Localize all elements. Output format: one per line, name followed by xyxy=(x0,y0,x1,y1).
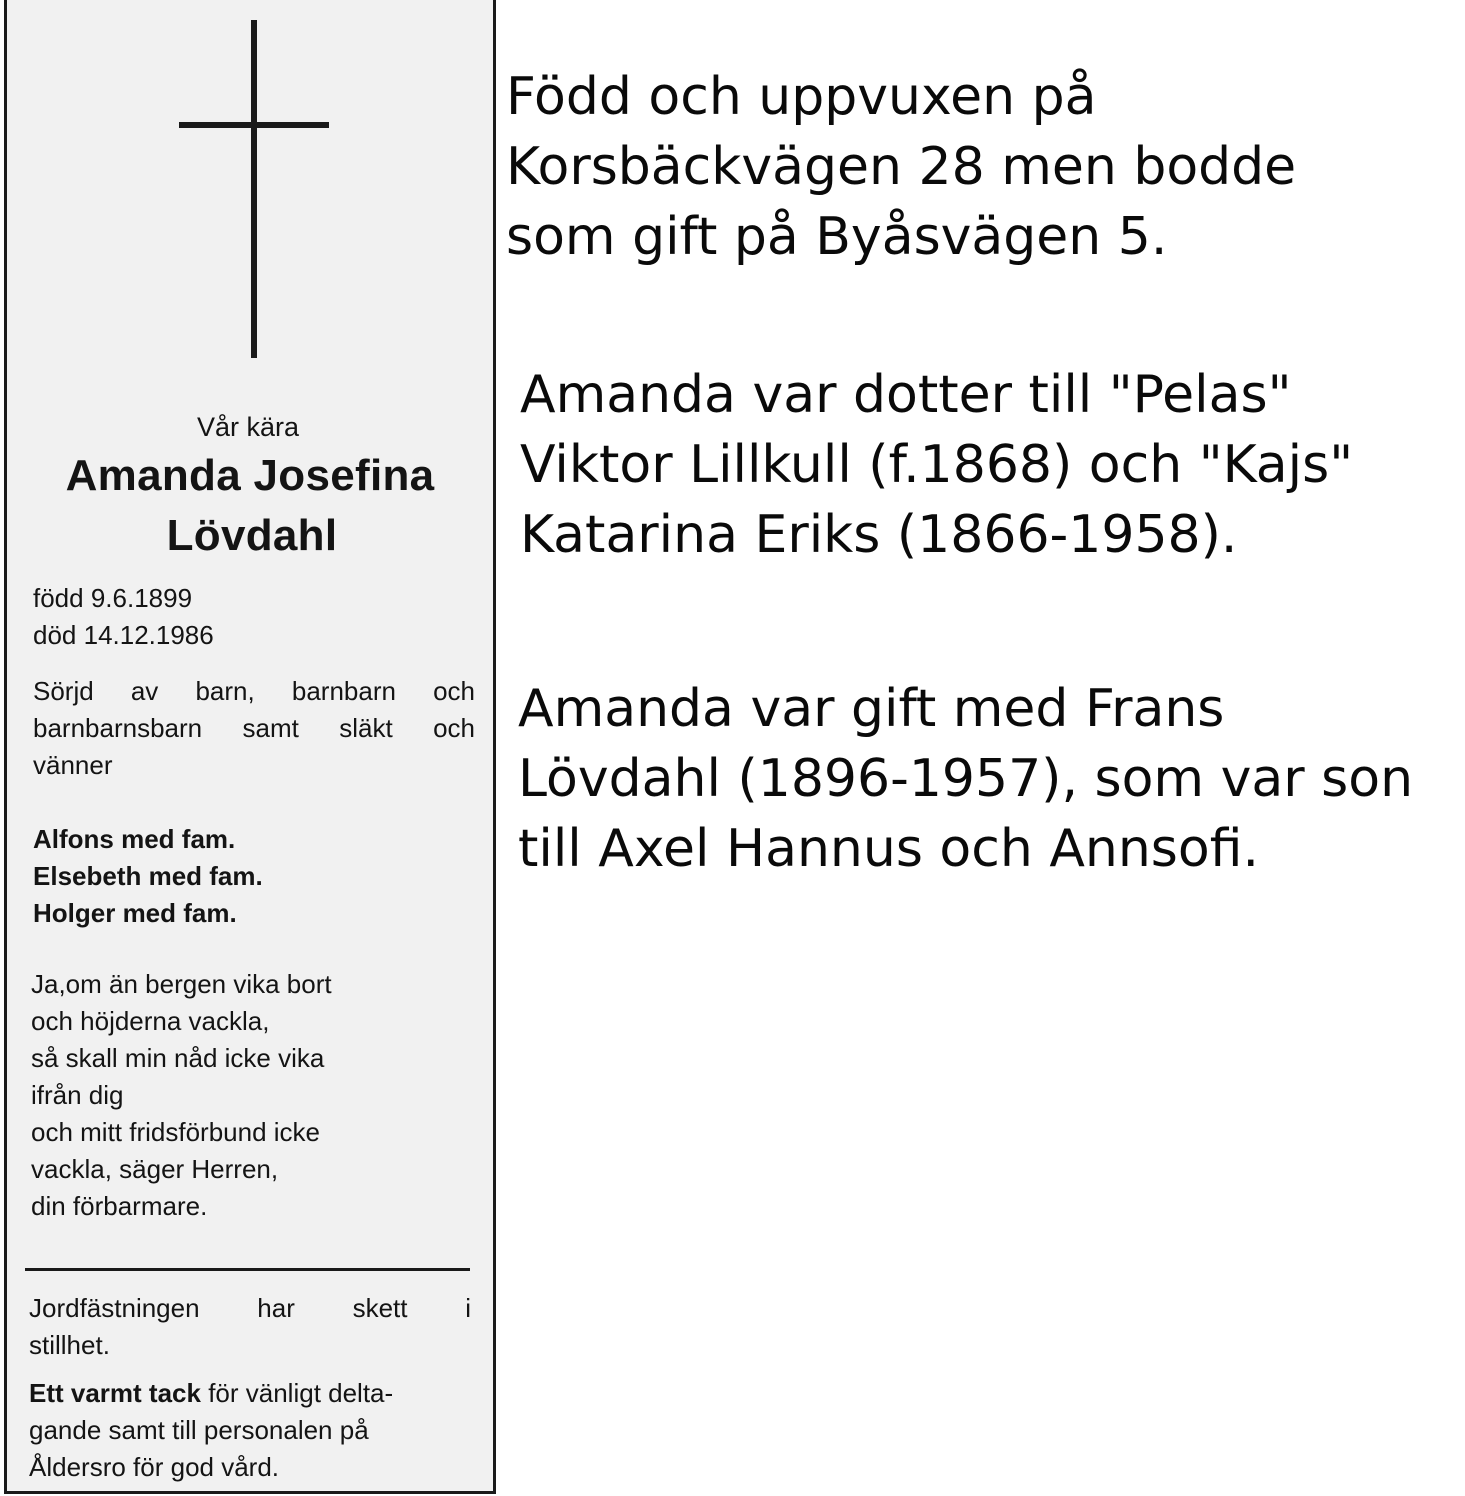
family-member: Elsebeth med fam. xyxy=(33,861,263,891)
verse-line: vackla, säger Herren, xyxy=(31,1154,279,1184)
verse-line: ifrån dig xyxy=(31,1080,124,1110)
obituary-intro: Vår kära xyxy=(196,412,300,442)
verse-line: Ja,om än bergen vika bort xyxy=(31,969,332,999)
word: i xyxy=(465,1293,471,1323)
verse-line: din förbarmare. xyxy=(31,1191,208,1221)
deceased-name-last: Lövdahl xyxy=(166,511,338,560)
thanks-rest: för vänligt delta- xyxy=(200,1378,394,1408)
note-line: Korsbäckvägen 28 men bodde xyxy=(506,137,1297,197)
word: barnbarnsbarn xyxy=(33,713,203,743)
mourners-line: vänner xyxy=(33,750,113,780)
note-spouse xyxy=(518,674,1413,884)
deceased-name-first: Amanda Josefina xyxy=(65,451,435,500)
thanks-line xyxy=(29,1375,471,1412)
birth-date: född 9.6.1899 xyxy=(33,583,193,613)
mourners-text xyxy=(33,673,475,784)
note-line: Viktor Lillkull (f.1868) och "Kajs" xyxy=(520,435,1354,495)
note-line: Lövdahl (1896-1957), som var son xyxy=(518,749,1414,809)
cross-icon xyxy=(7,0,499,370)
word: av xyxy=(130,676,159,706)
word: och xyxy=(433,676,475,706)
note-parents xyxy=(520,360,1353,570)
verse-line: och mitt fridsförbund icke xyxy=(31,1117,321,1147)
note-line: till Axel Hannus och Annsofi. xyxy=(518,819,1259,879)
verse-line: och höjderna vackla, xyxy=(31,1006,270,1036)
thanks-notice xyxy=(29,1375,471,1486)
word: släkt xyxy=(339,713,393,743)
mourners-line xyxy=(33,710,475,747)
note-line: som gift på Byåsvägen 5. xyxy=(506,207,1168,267)
burial-line xyxy=(29,1290,471,1327)
word: har xyxy=(257,1293,295,1323)
bible-verse xyxy=(31,966,473,1225)
word: samt xyxy=(242,713,299,743)
word: och xyxy=(433,713,475,743)
word: barnbarn xyxy=(291,676,396,706)
word: skett xyxy=(352,1293,408,1323)
burial-line: stillhet. xyxy=(29,1330,110,1360)
family-member: Holger med fam. xyxy=(33,898,237,928)
thanks-line: gande samt till personalen på xyxy=(29,1415,369,1445)
mourners-line xyxy=(33,673,475,710)
note-residence xyxy=(506,62,1296,272)
divider-rule xyxy=(25,1268,470,1271)
life-dates xyxy=(33,580,475,654)
burial-notice xyxy=(29,1290,471,1364)
death-date: död 14.12.1986 xyxy=(33,620,214,650)
word: Sörjd xyxy=(33,676,94,706)
family-list xyxy=(33,821,475,932)
verse-line: så skall min nåd icke vika xyxy=(31,1043,325,1073)
word: Jordfästningen xyxy=(29,1293,200,1323)
family-member: Alfons med fam. xyxy=(33,824,236,854)
thanks-line: Åldersro för god vård. xyxy=(29,1452,280,1482)
word: barn, xyxy=(195,676,255,706)
thanks-bold: Ett varmt tack xyxy=(29,1378,201,1408)
note-line: Amanda var dotter till "Pelas" xyxy=(520,365,1292,425)
note-line: Född och uppvuxen på xyxy=(506,67,1097,127)
obituary-clipping xyxy=(4,0,496,1494)
note-line: Katarina Eriks (1866-1958). xyxy=(520,505,1238,565)
note-line: Amanda var gift med Frans xyxy=(518,679,1225,739)
